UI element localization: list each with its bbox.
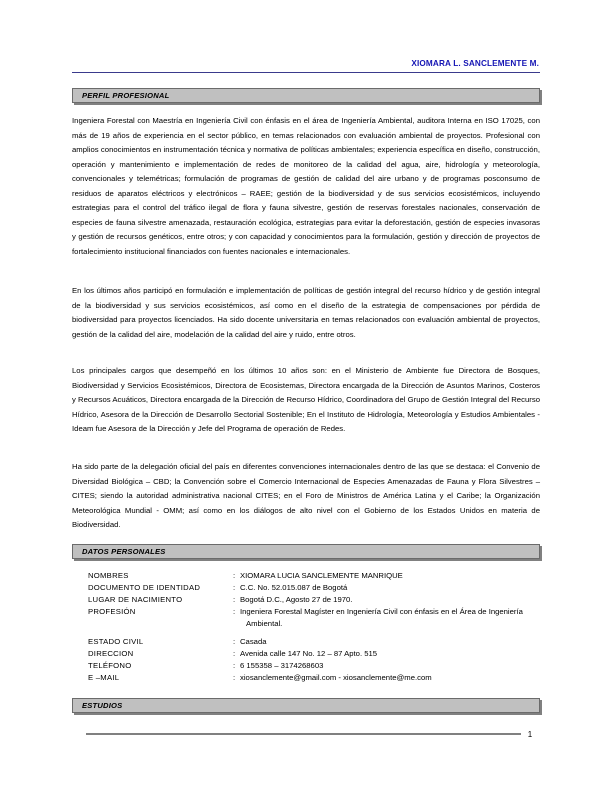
profile-paragraph-3: Los principales cargos que desempeñó en los últimos 10 años son: en el Ministerio de Ambiente fue Directora de Bosques, Biodiversidad y Servicios Ecosistémicos, Directora de Ecosistemas, Directora encargada de la Dirección de Asuntos Marinos, Costeros y Recursos Acuáticos, Directora encargada de la Dirección de Recurso Hídrico, Coordinadora del Grupo de Gestión Integral del Recurso Hídrico, Asesora de la Dirección de Desarrollo Sectorial Sostenible; En el Instituto de Hidrología, Meteorología y Estudios Ambientales - Ideam fue Asesora de la Dirección y Jefe del Programa de operación de Redes. — [72, 366, 540, 434]
personal-data-separator: : — [233, 571, 236, 580]
footer-divider — [86, 733, 521, 735]
table-row — [88, 648, 540, 660]
personal-data-label: TELÉFONO — [88, 660, 132, 670]
section-header-estudios — [72, 698, 540, 713]
personal-data-separator: : — [233, 672, 236, 682]
table-row — [88, 636, 540, 648]
table-row — [88, 582, 540, 594]
personal-data-label: NOMBRES — [88, 571, 129, 580]
header-candidate-name: XIOMARA L. SANCLEMENTE M. — [411, 59, 539, 68]
personal-data-value: xiosanclemente@gmail.com - xiosanclemente@me.com — [240, 672, 432, 682]
personal-data-separator: : — [233, 606, 236, 616]
profile-paragraph-1: Ingeniera Forestal con Maestría en Ingeniería Civil con énfasis en el área de Ingeniería Ambiental, auditora Interna en ISO 17025, con más de 19 años de experiencia en el sector público, en temas relacionados con evaluación ambiental de proyectos. Profesional con amplios conocimientos en instrumentación técnica y normativa de políticas ambientales; experiencia específica en diseño, construcción, operación y mantenimiento e implementación de redes de monitoreo de la calidad del agua, aire, hidrología y meteorología, convencionales y telemétricas; formulación de programas de gestión de calidad del aire urbano y de programas posconsumo de residuos de aparatos eléctricos y electrónicos – RAEE; gestión de la biodiversidad y de sus servicios ecosistémicos, incluyendo estrategias para el control del tráfico ilegal de flora y fauna silvestre, gestión de reservas forestales nacionales, conservación de especies de fauna silvestre amenazada, restauración ecológica, estrategias para evitar la deforestación, gestión de especies invasoras y gestión de recursos genéticos, entre otros; y con capacidad y conocimientos para la formulación, gestión y dirección de proyectos de fortalecimiento institucional financiados con fuentes nacionales e internacionales. — [72, 116, 540, 256]
personal-data-label: ESTADO CIVIL — [88, 637, 144, 647]
section-header-datos-personales-label: DATOS PERSONALES — [82, 547, 166, 556]
table-row — [88, 672, 540, 684]
section-header-estudios-label: ESTUDIOS — [82, 701, 123, 710]
page-number: 1 — [527, 730, 533, 739]
personal-data-separator: : — [233, 637, 236, 647]
personal-data-value: 6 155358 – 3174268603 — [240, 660, 324, 670]
section-header-datos-personales — [72, 544, 540, 559]
personal-data-label: DOCUMENTO DE IDENTIDAD — [88, 582, 201, 592]
personal-data-separator: : — [233, 648, 236, 658]
personal-data-separator: : — [233, 660, 236, 670]
personal-data-separator: : — [233, 594, 236, 604]
personal-data-label: LUGAR DE NACIMIENTO — [88, 594, 183, 604]
document-header — [72, 58, 540, 73]
section-header-perfil-profesional — [72, 88, 540, 103]
personal-data-value: Bogotá D.C., Agosto 27 de 1970. — [240, 594, 353, 604]
personal-data-table — [88, 570, 540, 684]
table-row — [88, 606, 540, 630]
section-header-perfil-profesional-label: PERFIL PROFESIONAL — [82, 91, 170, 100]
table-row — [88, 660, 540, 672]
personal-data-value-line2: Ambiental. — [246, 618, 283, 628]
personal-data-label: PROFESIÓN — [88, 606, 136, 616]
personal-data-value: Casada — [240, 637, 267, 647]
header-divider — [72, 72, 540, 73]
personal-data-value: XIOMARA LUCIA SANCLEMENTE MANRIQUE — [240, 571, 403, 580]
personal-data-separator: : — [233, 582, 236, 592]
profile-paragraph-4: Ha sido parte de la delegación oficial del país en diferentes convenciones internacionales dentro de las que se destaca: el Convenio de Diversidad Biológica – CBD; la Convención sobre el Comercio Internacional de Especies Amenazadas de Fauna y Flora Silvestres – CITES; siendo la autoridad administrativa nacional CITES; en el Foro de Ministros de América Latina y el Caribe; la Organización Meteorológica Mundial - OMM; así como en los diálogos de alto nivel con el Gobierno de los Estados Unidos en materia de Biodiversidad. — [72, 462, 540, 530]
table-row — [88, 570, 540, 582]
personal-data-label: E –MAIL — [88, 672, 120, 682]
personal-data-value — [240, 606, 540, 630]
personal-data-value-line1: Ingeniera Forestal Magíster en Ingeniería Civil con énfasis en el Área de Ingeniería — [240, 606, 523, 616]
personal-data-value: C.C. No. 52.015.087 de Bogotá — [240, 582, 348, 592]
personal-data-label: DIRECCION — [88, 648, 134, 658]
profile-paragraph-2: En los últimos años participó en formulación e implementación de políticas de gestión integral del recurso hídrico y de gestión integral de la biodiversidad y sus servicios ecosistémicos, así como en el diseño de la estrategia de compensaciones por pérdida de biodiversidad para proyectos licenciados. Ha sido docente universitaria en temas relacionados con evaluación ambiental de proyectos, gestión de la calidad del aire, modelación de la calidad del aire y ruido, entre otros. — [72, 286, 540, 339]
personal-data-value: Avenida calle 147 No. 12 – 87 Apto. 515 — [240, 648, 378, 658]
table-row — [88, 594, 540, 606]
